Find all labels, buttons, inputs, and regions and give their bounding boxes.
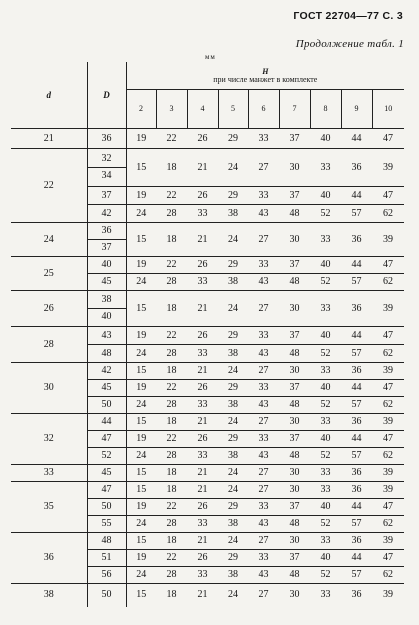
cell-H: 36 [341, 223, 372, 257]
cell-H: 47 [372, 380, 404, 397]
table-row [11, 257, 404, 274]
cell-H: 52 [310, 274, 341, 291]
cell-D: 48 [87, 345, 126, 363]
cell-H: 28 [156, 205, 187, 223]
cell-H: 43 [248, 274, 279, 291]
cell-H: 33 [248, 327, 279, 345]
cell-H: 19 [126, 327, 156, 345]
cell-d: 26 [11, 291, 87, 327]
cell-H: 37 [279, 187, 310, 205]
cell-H: 22 [156, 327, 187, 345]
cell-H: 18 [156, 291, 187, 327]
cell-H: 62 [372, 205, 404, 223]
cell-H: 52 [310, 397, 341, 414]
cell-H: 62 [372, 516, 404, 533]
cell-H: 57 [341, 448, 372, 465]
cell-D: 47 [87, 482, 126, 499]
cell-H: 62 [372, 567, 404, 584]
cell-H: 21 [187, 363, 218, 380]
cell-H: 38 [218, 516, 248, 533]
cell-H: 48 [279, 274, 310, 291]
cell-H: 57 [341, 516, 372, 533]
cell-H: 15 [126, 465, 156, 482]
cell-H: 36 [341, 482, 372, 499]
table-row [11, 363, 404, 380]
cell-D: 50 [87, 499, 126, 516]
cell-H: 21 [187, 482, 218, 499]
cell-H: 40 [310, 550, 341, 567]
count-header-cell: 5 [218, 90, 248, 129]
cell-H: 21 [187, 414, 218, 431]
cell-H: 44 [341, 327, 372, 345]
cell-d: 30 [11, 363, 87, 414]
cell-H: 24 [218, 465, 248, 482]
cell-H: 18 [156, 149, 187, 187]
cell-D: 45 [87, 274, 126, 291]
cell-H: 19 [126, 129, 156, 149]
cell-H: 29 [218, 550, 248, 567]
cell-H: 28 [156, 516, 187, 533]
cell-H: 43 [248, 567, 279, 584]
cell-H: 33 [187, 274, 218, 291]
cell-D: 36 [87, 129, 126, 149]
cell-H: 24 [218, 291, 248, 327]
cell-H: 62 [372, 274, 404, 291]
cell-H: 33 [187, 448, 218, 465]
cell-H: 47 [372, 129, 404, 149]
cell-H: 47 [372, 431, 404, 448]
cell-H: 30 [279, 414, 310, 431]
cell-H: 39 [372, 465, 404, 482]
cell-D-value: 37 [101, 242, 112, 253]
cell-H: 57 [341, 397, 372, 414]
cell-H: 15 [126, 149, 156, 187]
cell-H: 52 [310, 448, 341, 465]
cell-H: 39 [372, 533, 404, 550]
cell-H: 15 [126, 223, 156, 257]
cell-H: 52 [310, 516, 341, 533]
cell-H: 28 [156, 345, 187, 363]
cell-H: 21 [187, 584, 218, 607]
cell-H: 33 [187, 345, 218, 363]
cell-H: 24 [126, 205, 156, 223]
table-row [11, 129, 404, 149]
cell-H: 62 [372, 448, 404, 465]
cell-D-value: 34 [101, 170, 112, 181]
cell-H: 37 [279, 550, 310, 567]
cell-H: 18 [156, 482, 187, 499]
cell-H: 30 [279, 291, 310, 327]
count-header-cell: 8 [310, 90, 341, 129]
cell-D: 45 [87, 380, 126, 397]
cell-H: 40 [310, 431, 341, 448]
cell-H: 18 [156, 223, 187, 257]
cell-D-value: 40 [101, 311, 112, 322]
cell-H: 48 [279, 448, 310, 465]
table-row [11, 149, 404, 187]
column-header-D: D [87, 62, 126, 129]
cell-H: 24 [126, 345, 156, 363]
cell-H: 30 [279, 363, 310, 380]
cell-H: 18 [156, 363, 187, 380]
cell-H: 22 [156, 129, 187, 149]
cell-H: 57 [341, 205, 372, 223]
cell-H: 44 [341, 499, 372, 516]
cell-D: 56 [87, 567, 126, 584]
cell-H: 33 [248, 380, 279, 397]
cell-H: 47 [372, 257, 404, 274]
cell-H: 21 [187, 149, 218, 187]
cell-H: 57 [341, 567, 372, 584]
cell-H: 36 [341, 533, 372, 550]
cell-H: 24 [218, 223, 248, 257]
cell-H: 40 [310, 327, 341, 345]
cell-H: 48 [279, 345, 310, 363]
cell-H: 39 [372, 363, 404, 380]
table-continuation-caption: Продолжение табл. 1 [295, 38, 404, 50]
cell-H: 43 [248, 397, 279, 414]
cell-H: 33 [248, 550, 279, 567]
cell-H: 57 [341, 274, 372, 291]
dimensions-table [11, 62, 404, 607]
cell-H: 29 [218, 499, 248, 516]
cell-H: 44 [341, 550, 372, 567]
cell-H: 43 [248, 516, 279, 533]
cell-H: 22 [156, 257, 187, 274]
cell-H: 57 [341, 345, 372, 363]
cell-D: 43 [87, 327, 126, 345]
cell-D: 44 [87, 414, 126, 431]
cell-D: 47 [87, 431, 126, 448]
cell-H: 30 [279, 584, 310, 607]
table-row [11, 327, 404, 345]
cell-d: 38 [11, 584, 87, 607]
cell-H: 24 [218, 482, 248, 499]
cell-D: 50 [87, 584, 126, 607]
cell-D: 50 [87, 397, 126, 414]
cell-H: 21 [187, 465, 218, 482]
cell-H: 38 [218, 567, 248, 584]
cell-H: 48 [279, 567, 310, 584]
cell-H: 38 [218, 397, 248, 414]
page-header: ГОСТ 22704—77 С. 3 [293, 10, 403, 22]
cell-H: 44 [341, 129, 372, 149]
cell-H: 38 [218, 448, 248, 465]
cell-H: 22 [156, 499, 187, 516]
cell-H: 19 [126, 257, 156, 274]
table-row [11, 223, 404, 257]
cell-H: 33 [248, 431, 279, 448]
cell-H: 62 [372, 397, 404, 414]
table-row [11, 465, 404, 482]
cell-H: 44 [341, 431, 372, 448]
cell-H: 29 [218, 257, 248, 274]
cell-H: 15 [126, 533, 156, 550]
cell-H: 48 [279, 516, 310, 533]
count-header-cell: 3 [156, 90, 187, 129]
cell-H: 27 [248, 584, 279, 607]
cell-H: 24 [126, 274, 156, 291]
cell-H: 24 [218, 149, 248, 187]
cell-D: 52 [87, 448, 126, 465]
cell-D: 55 [87, 516, 126, 533]
cell-H: 29 [218, 431, 248, 448]
cell-H: 33 [248, 129, 279, 149]
table-row [11, 291, 404, 327]
cell-H: 38 [218, 274, 248, 291]
cell-H: 33 [310, 465, 341, 482]
cell-H: 19 [126, 380, 156, 397]
cell-H: 15 [126, 482, 156, 499]
unit-label: мм [205, 53, 216, 61]
cell-H: 30 [279, 482, 310, 499]
cell-D [87, 149, 126, 187]
cell-H: 27 [248, 482, 279, 499]
cell-H: 26 [187, 129, 218, 149]
cell-d: 33 [11, 465, 87, 482]
cell-D: 51 [87, 550, 126, 567]
cell-H: 24 [218, 363, 248, 380]
cell-H: 33 [248, 187, 279, 205]
cell-H: 27 [248, 414, 279, 431]
cell-H: 33 [187, 567, 218, 584]
cell-H: 40 [310, 257, 341, 274]
count-header-cell: 9 [341, 90, 372, 129]
cell-H: 33 [310, 223, 341, 257]
cell-H: 18 [156, 533, 187, 550]
cell-H: 36 [341, 414, 372, 431]
cell-H: 33 [248, 257, 279, 274]
cell-H: 22 [156, 431, 187, 448]
cell-d: 22 [11, 149, 87, 223]
cell-H: 26 [187, 187, 218, 205]
cell-H: 26 [187, 257, 218, 274]
cell-H: 15 [126, 363, 156, 380]
cell-H: 43 [248, 205, 279, 223]
cell-H: 39 [372, 149, 404, 187]
cell-H: 21 [187, 533, 218, 550]
cell-H: 22 [156, 187, 187, 205]
cell-H: 24 [218, 414, 248, 431]
cell-H: 36 [341, 291, 372, 327]
cell-H: 30 [279, 465, 310, 482]
cell-H: 52 [310, 345, 341, 363]
column-header-d: d [11, 62, 87, 129]
cell-D: 48 [87, 533, 126, 550]
cell-d: 25 [11, 257, 87, 291]
cell-H: 38 [218, 205, 248, 223]
cell-H: 37 [279, 380, 310, 397]
cell-D: 37 [87, 187, 126, 205]
cell-D: 45 [87, 465, 126, 482]
cell-H: 36 [341, 584, 372, 607]
cell-H: 26 [187, 431, 218, 448]
cell-H: 27 [248, 363, 279, 380]
cell-D [87, 291, 126, 327]
cell-H: 26 [187, 327, 218, 345]
cell-H: 40 [310, 499, 341, 516]
cell-H: 52 [310, 205, 341, 223]
column-header-H-description: при числе манжет в комплекте [213, 74, 318, 84]
cell-H: 43 [248, 345, 279, 363]
cell-H: 33 [310, 482, 341, 499]
cell-H: 21 [187, 223, 218, 257]
cell-d: 21 [11, 129, 87, 149]
cell-H: 19 [126, 431, 156, 448]
cell-H: 26 [187, 380, 218, 397]
cell-H: 24 [126, 516, 156, 533]
cell-H: 47 [372, 550, 404, 567]
table-row [11, 533, 404, 550]
cell-H: 26 [187, 550, 218, 567]
cell-H: 22 [156, 380, 187, 397]
cell-H: 33 [248, 499, 279, 516]
cell-H: 27 [248, 291, 279, 327]
cell-H: 47 [372, 499, 404, 516]
cell-H: 48 [279, 397, 310, 414]
cell-H: 33 [310, 149, 341, 187]
cell-H: 39 [372, 584, 404, 607]
cell-H: 29 [218, 327, 248, 345]
cell-H: 33 [187, 205, 218, 223]
column-header-H [126, 62, 404, 90]
count-header-cell: 2 [126, 90, 156, 129]
cell-D: 40 [87, 257, 126, 274]
cell-d: 28 [11, 327, 87, 363]
cell-D-value: 36 [88, 223, 126, 240]
cell-H: 26 [187, 499, 218, 516]
cell-H: 15 [126, 584, 156, 607]
cell-H: 33 [310, 533, 341, 550]
cell-H: 28 [156, 448, 187, 465]
cell-H: 24 [126, 397, 156, 414]
cell-H: 30 [279, 149, 310, 187]
count-header-cell: 4 [187, 90, 218, 129]
cell-H: 15 [126, 291, 156, 327]
cell-H: 37 [279, 327, 310, 345]
cell-d: 35 [11, 482, 87, 533]
cell-D: 42 [87, 205, 126, 223]
cell-H: 30 [279, 533, 310, 550]
cell-H: 19 [126, 187, 156, 205]
cell-H: 33 [310, 414, 341, 431]
cell-H: 36 [341, 149, 372, 187]
cell-H: 39 [372, 223, 404, 257]
cell-H: 18 [156, 414, 187, 431]
cell-H: 28 [156, 567, 187, 584]
cell-H: 40 [310, 129, 341, 149]
cell-H: 33 [187, 397, 218, 414]
cell-H: 62 [372, 345, 404, 363]
cell-H: 28 [156, 274, 187, 291]
cell-H: 47 [372, 187, 404, 205]
cell-H: 43 [248, 448, 279, 465]
cell-H: 44 [341, 380, 372, 397]
table-body [11, 62, 404, 607]
cell-H: 40 [310, 380, 341, 397]
cell-H: 27 [248, 223, 279, 257]
cell-H: 37 [279, 431, 310, 448]
table-row [11, 482, 404, 499]
cell-d: 32 [11, 414, 87, 465]
cell-H: 29 [218, 187, 248, 205]
cell-H: 39 [372, 482, 404, 499]
cell-H: 15 [126, 414, 156, 431]
cell-H: 52 [310, 567, 341, 584]
cell-H: 24 [218, 533, 248, 550]
table-row [11, 414, 404, 431]
cell-H: 19 [126, 550, 156, 567]
cell-H: 33 [310, 584, 341, 607]
cell-H: 39 [372, 291, 404, 327]
cell-D: 42 [87, 363, 126, 380]
cell-H: 29 [218, 129, 248, 149]
cell-D-value: 38 [88, 292, 126, 309]
cell-H: 18 [156, 465, 187, 482]
cell-H: 27 [248, 149, 279, 187]
cell-H: 19 [126, 499, 156, 516]
table-row [11, 584, 404, 607]
cell-H: 37 [279, 499, 310, 516]
cell-H: 44 [341, 257, 372, 274]
cell-H: 33 [310, 291, 341, 327]
cell-d: 24 [11, 223, 87, 257]
cell-H: 36 [341, 363, 372, 380]
cell-H: 33 [310, 363, 341, 380]
cell-H: 24 [218, 584, 248, 607]
cell-H: 38 [218, 345, 248, 363]
cell-H: 30 [279, 223, 310, 257]
cell-d: 36 [11, 533, 87, 584]
cell-H: 37 [279, 129, 310, 149]
cell-H: 37 [279, 257, 310, 274]
cell-H: 27 [248, 533, 279, 550]
count-header-cell: 10 [372, 90, 404, 129]
cell-H: 24 [126, 567, 156, 584]
cell-D-value: 32 [88, 151, 126, 168]
cell-H: 33 [187, 516, 218, 533]
cell-H: 29 [218, 380, 248, 397]
column-header-H-symbol: H [262, 66, 269, 76]
cell-H: 48 [279, 205, 310, 223]
cell-H: 24 [126, 448, 156, 465]
cell-D [87, 223, 126, 257]
cell-H: 40 [310, 187, 341, 205]
cell-H: 39 [372, 414, 404, 431]
count-header-cell: 6 [248, 90, 279, 129]
cell-H: 44 [341, 187, 372, 205]
cell-H: 22 [156, 550, 187, 567]
count-header-cell: 7 [279, 90, 310, 129]
cell-H: 21 [187, 291, 218, 327]
cell-H: 36 [341, 465, 372, 482]
cell-H: 47 [372, 327, 404, 345]
cell-H: 27 [248, 465, 279, 482]
cell-H: 18 [156, 584, 187, 607]
cell-H: 28 [156, 397, 187, 414]
